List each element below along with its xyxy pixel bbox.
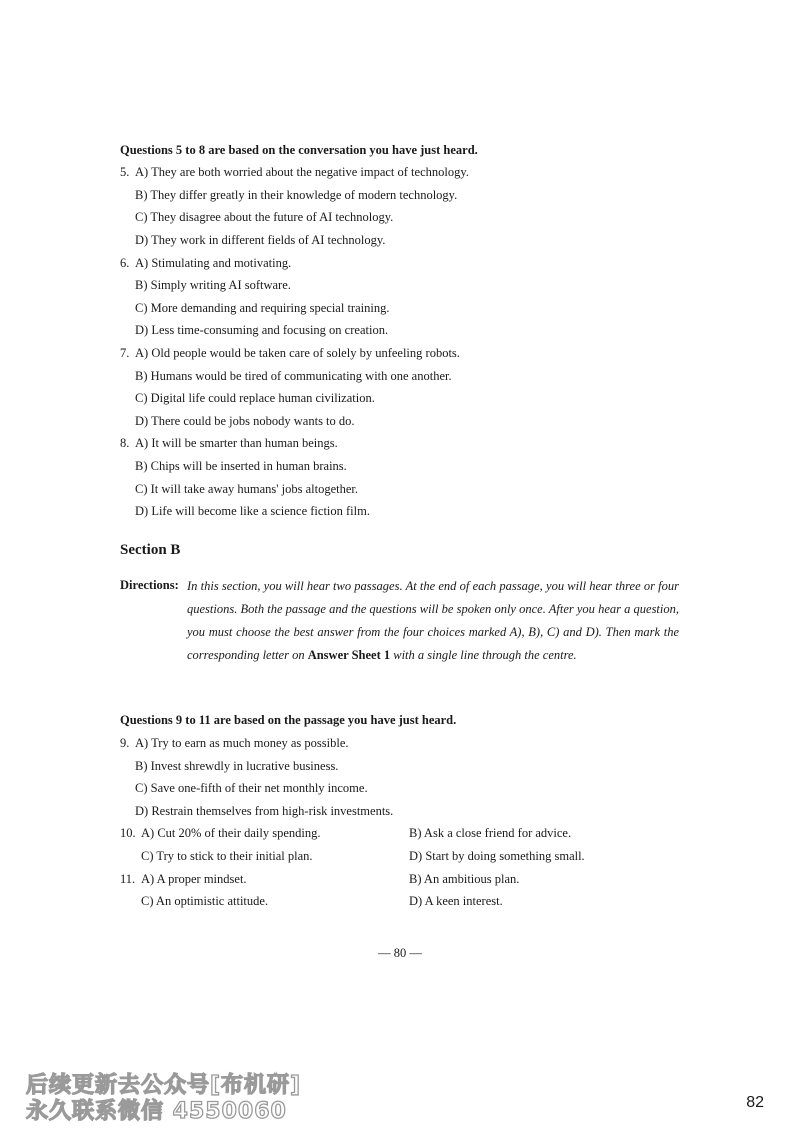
- answer-option: B) Ask a close friend for advice.: [409, 826, 572, 840]
- answer-option: A) Stimulating and motivating.: [135, 256, 292, 270]
- question-group-heading: Questions 9 to 11 are based on the passage you have just heard.: [120, 713, 457, 727]
- section-heading: Section B: [120, 542, 181, 558]
- directions-text: [187, 575, 679, 667]
- question-group-heading: Questions 5 to 8 are based on the conversation you have just heard.: [120, 143, 478, 157]
- question-number: 10.: [120, 826, 136, 840]
- answer-option: A) Try to earn as much money as possible.: [135, 736, 349, 750]
- answer-option: D) Restrain themselves from high-risk investments.: [135, 804, 394, 818]
- answer-option: D) Less time-consuming and focusing on creation.: [135, 323, 389, 337]
- answer-option: D) Life will become like a science fiction film.: [135, 504, 370, 518]
- question-number: 9.: [120, 736, 130, 750]
- answer-sheet-reference: Answer Sheet 1: [307, 648, 391, 662]
- answer-option: B) Humans would be tired of communicating with one another.: [135, 369, 452, 383]
- answer-option: C) An optimistic attitude.: [141, 894, 269, 908]
- answer-option: D) There could be jobs nobody wants to do.: [135, 414, 355, 428]
- answer-option: D) A keen interest.: [409, 894, 503, 908]
- answer-option: D) Start by doing something small.: [409, 849, 585, 863]
- question-number: 11.: [120, 872, 136, 886]
- answer-option: C) More demanding and requiring special training.: [135, 301, 390, 315]
- watermark-line: 后续更新去公众号[布机研]: [26, 1073, 302, 1098]
- answer-option: B) Simply writing AI software.: [135, 278, 291, 292]
- answer-option: C) They disagree about the future of AI technology.: [135, 210, 394, 224]
- answer-option: B) Chips will be inserted in human brains.: [135, 459, 347, 473]
- answer-option: C) Save one-fifth of their net monthly income.: [135, 781, 368, 795]
- answer-option: A) Old people would be taken care of solely by unfeeling robots.: [135, 346, 460, 360]
- answer-option: B) Invest shrewdly in lucrative business.: [135, 759, 339, 773]
- page-number: — 80 —: [378, 946, 422, 960]
- question-number: 5.: [120, 165, 130, 179]
- answer-option: B) They differ greatly in their knowledge of modern technology.: [135, 188, 458, 202]
- directions-text-part: with a single line through the centre.: [390, 648, 577, 662]
- answer-option: A) They are both worried about the negative impact of technology.: [135, 165, 469, 179]
- answer-option: A) A proper mindset.: [141, 872, 247, 886]
- question-number: 6.: [120, 256, 130, 270]
- answer-option: C) Try to stick to their initial plan.: [141, 849, 313, 863]
- directions-label: Directions:: [120, 578, 179, 592]
- question-number: 7.: [120, 346, 130, 360]
- answer-option: B) An ambitious plan.: [409, 872, 520, 886]
- question-number: 8.: [120, 436, 130, 450]
- answer-option: C) Digital life could replace human civilization.: [135, 391, 375, 405]
- answer-option: A) It will be smarter than human beings.: [135, 436, 338, 450]
- answer-option: A) Cut 20% of their daily spending.: [141, 826, 321, 840]
- answer-option: C) It will take away humans' jobs altogether.: [135, 482, 359, 496]
- corner-page-number: 82: [746, 1094, 764, 1111]
- answer-option: D) They work in different fields of AI technology.: [135, 233, 386, 247]
- directions-text-part: In this section, you will hear two passages. At the end of each passage, you will hear three or four questions. Both the passage and the questions will be spoken only once. After you hear a question, you must choose the best answer from the four choices marked A), B), C) and D). Then mark the corresponding letter on: [187, 579, 679, 662]
- watermark: [26, 1073, 301, 1125]
- watermark-line: 永久联系微信 4550060: [26, 1099, 287, 1124]
